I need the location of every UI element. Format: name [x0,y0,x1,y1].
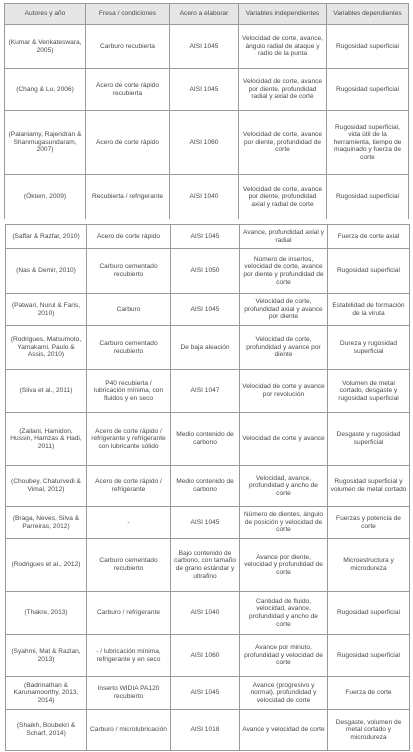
table-cell: Medio contenido de carbono [171,466,240,507]
table-cell: Desgaste y rugosidad superficial [328,413,410,466]
table-cell: Cantidad de fluido, velocidad, avance, profundidad y ancho de corte [240,592,328,635]
table-cell: Avance, profundidad axial y radial [240,225,328,249]
table-cell: AISI 1040 [170,175,239,220]
table-cell: Rugosidad superficial [328,249,410,294]
table-cell: Volumen de metal cortado, desgaste y rugosidad superficial [328,370,410,413]
table-cell: (Syahmi, Mat & Razlan, 2013) [6,635,87,677]
table-cell: Rugosidad superficial [328,635,410,677]
table-row [6,710,410,751]
literature-table-part-1 [4,3,409,220]
table-cell: AISI 1045 [171,294,240,326]
table-cell: (Rodrigues, Matsumoto, Yamakami, Paulo & Assis, 2010) [6,326,87,370]
table-cell: Acero de corte rápido / refrigerante y refrigerante con lubricante sólido [87,413,171,466]
table-cell: AISI 1045 [171,677,240,710]
table-cell: Acero de corte rápido recubierta [86,69,170,111]
table-cell: De baja aleación [171,326,240,370]
table-row [6,225,410,249]
table-cell: Carburo recubierta [86,25,170,69]
table-cell: Avance por diente, velocidad y profundidad de corte [240,539,328,592]
table-row [6,539,410,592]
table-cell: AISI 1050 [171,249,240,294]
table-cell: (Thakre, 2013) [6,592,87,635]
table-cell: Inserto WIDIA PA120 recubierto [87,677,171,710]
table-cell: Velocidad, avance, profundidad y ancho de corte [240,466,328,507]
table-cell: Velocidad de corte, avance por diente, profundidad radial y axial de corte [239,69,327,111]
table-cell: Carburo / microlubricación [87,710,171,751]
header-cell: Acero a elaborar [170,4,239,25]
table-cell: Acero de corte rápido / refrigerante [87,466,171,507]
table-cell: Fuerza de corte axial [328,225,410,249]
table-row [6,294,410,326]
table-cell: Velocidad de corte, profundidad axial y avance por diente [240,294,328,326]
table-cell: AISI 1060 [170,111,239,175]
table-cell: AISI 1045 [170,25,239,69]
table-row [6,635,410,677]
table-row [5,111,409,175]
table-cell: Recubierta / refrigerante [86,175,170,220]
table-cell: Dureza y rugosidad superficial [328,326,410,370]
table-row [6,677,410,710]
table-row [6,466,410,507]
table-row [6,249,410,294]
table-cell: Rugosidad superficial [327,175,409,220]
table-cell: Velocidad de corte, avance por diente, profundidad axial y radial de corte [239,175,327,220]
table-cell: (Kumar & Venkateswara, 2005) [5,25,86,69]
table-header-row [5,4,409,25]
table-cell: Velocidad de corte, avance por diente, profundidad de corte [239,111,327,175]
table-cell: AISI 1060 [171,635,240,677]
table-cell: Carburo [87,294,171,326]
header-cell: Fresa / condiciones [86,4,170,25]
table-row [6,592,410,635]
table-cell: - / lubricación mínima, refrigerante y en seco [87,635,171,677]
table-cell: (Chang & Lu, 2006) [5,69,86,111]
table-cell: AISI 1045 [171,507,240,539]
table-row [5,25,409,69]
table-cell: Número de insertos, velocidad de corte, avance por diente y profundidad de corte [240,249,328,294]
table-cell: (Saffar & Razfar, 2010) [6,225,87,249]
table-cell: Estabilidad de formación de la viruta [328,294,410,326]
table-cell: (Patwari, Nurul & Faris, 2010) [6,294,87,326]
table-cell: - [87,507,171,539]
table-cell: Velocidad de corte y avance por revolución [240,370,328,413]
table-cell: Rugosidad superficial y volumen de metal cortado [328,466,410,507]
header-cell: Variables independientes [239,4,327,25]
table-cell: (Palaniamy, Rajendran & Shanmugasundaram, 2007) [5,111,86,175]
table-cell: Avance y velocidad de corte [240,710,328,751]
table-cell: AISI 1040 [171,592,240,635]
table-cell: Bajo contenido de carbono, con tamaño de grano estándar y ultrafino [171,539,240,592]
table-cell: Fuerzas y potencia de corte [328,507,410,539]
table-cell: AISI 1018 [171,710,240,751]
table-cell: Velocidad de corte y avance [240,413,328,466]
table-cell: Velocidad de corte, avance, ángulo radial de ataque y radio de la punta [239,25,327,69]
table-row [6,413,410,466]
table-cell: Fuerza de corte [328,677,410,710]
table-cell: (Rodrigues et al., 2012) [6,539,87,592]
table-cell: Carburo cementado recubierto [87,249,171,294]
table-row [5,175,409,220]
table-cell: Acero de corte rápido [86,111,170,175]
header-cell: Variables dependientes [327,4,409,25]
table-row [6,370,410,413]
table-cell: Carburo / refrigerante [87,592,171,635]
table-cell: (Shaikh, Boubekri & Scharf, 2014) [6,710,87,751]
table-cell: (Zailani, Hamidon, Hussin, Hamzas & Hadi, 2011) [6,413,87,466]
table-cell: Velocidad de corte, profundidad y avance por diente [240,326,328,370]
table-cell: (Nas & Demir, 2010) [6,249,87,294]
table-row [6,326,410,370]
table-cell: Microestructura y microdureza [328,539,410,592]
literature-table-part-2 [5,224,410,751]
table-cell: Acero de corte rápido [87,225,171,249]
table-cell: (Choubey, Chaturvedi & Vimal, 2012) [6,466,87,507]
table-cell: (Braga, Neves, Silva & Parreiras, 2012) [6,507,87,539]
table-row [6,507,410,539]
table-cell: Rugosidad superficial, vida útil de la herramienta, tiempo de maquinado y fuerza de corte [327,111,409,175]
table-cell: Desgaste, volumen de metal cortado y microdureza [328,710,410,751]
table-cell: Carburo cementado recubierto [87,326,171,370]
table-cell: AISI 1045 [171,225,240,249]
table-cell: Medio contenido de carbono [171,413,240,466]
table-cell: AISI 1047 [171,370,240,413]
table-cell: P40 recubierta / lubricación mínima, con fluidos y en seco [87,370,171,413]
header-cell: Autores y año [5,4,86,25]
table-cell: Carburo cementado recubierto [87,539,171,592]
table-cell: AISI 1045 [170,69,239,111]
table-cell: Número de dientes, ángulo de posición y velocidad de corte [240,507,328,539]
table-cell: (Silva et al., 2011) [6,370,87,413]
table-cell: (Badrinathan & Karunamoorthy, 2013, 2014) [6,677,87,710]
table-row [5,69,409,111]
table-cell: Rugosidad superficial [327,25,409,69]
table-cell: Rugosidad superficial [328,592,410,635]
table-cell: Avance por minuto, profundidad y velocidad de corte [240,635,328,677]
table-cell: Rugosidad superficial [327,69,409,111]
table-cell: (Öktem, 2009) [5,175,86,220]
table-cell: Avance (progresivo y normal), profundidad y velocidad de corte [240,677,328,710]
